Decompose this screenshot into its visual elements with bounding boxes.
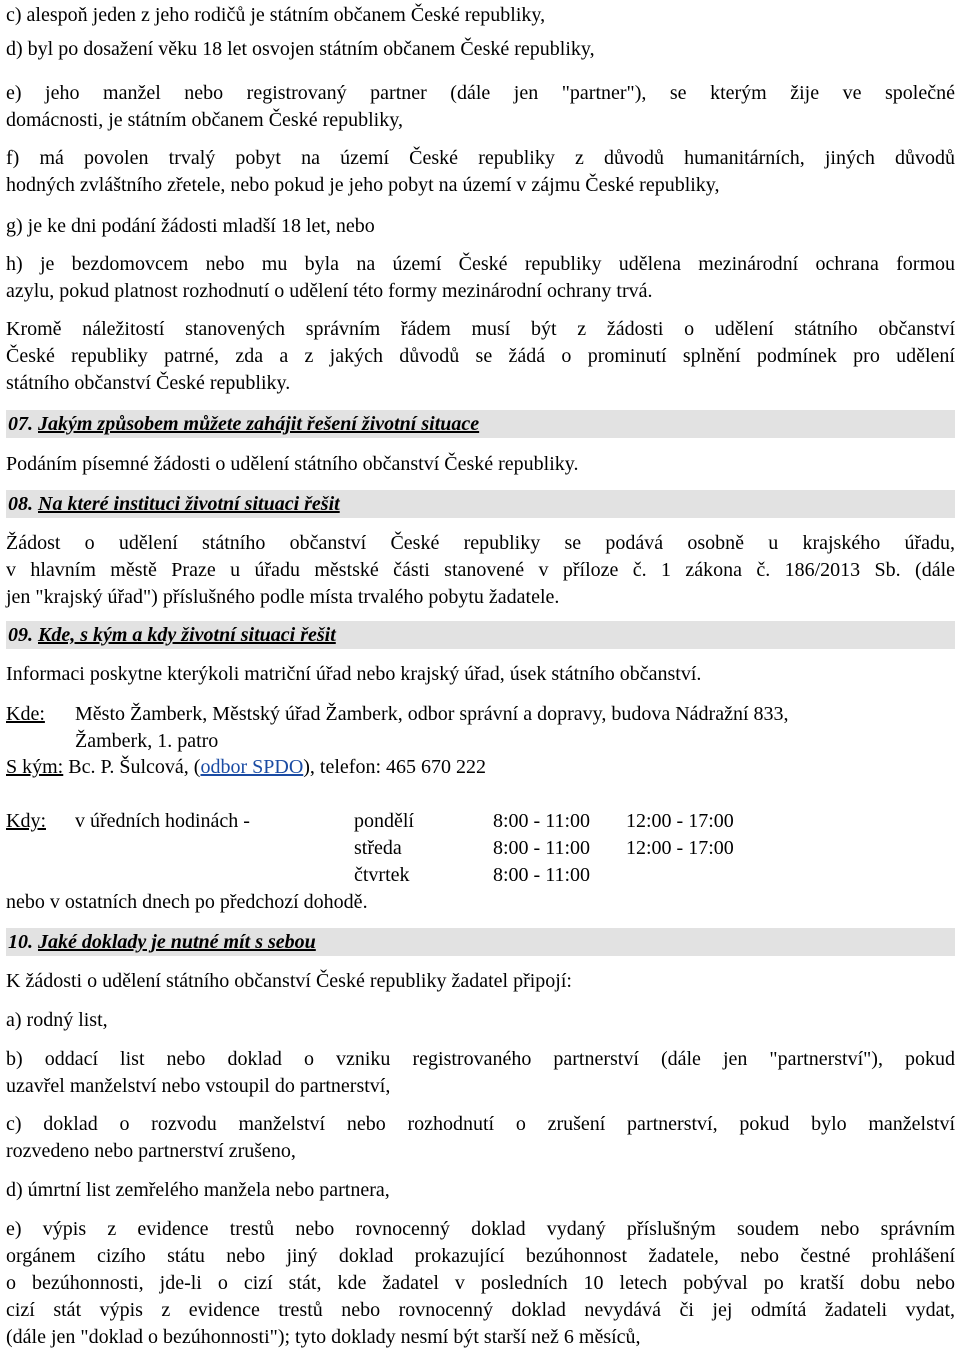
day: středa (354, 837, 402, 859)
kdy-text: v úředních hodinách - (75, 810, 250, 832)
item-h-line-1: h) je bezdomovcem nebo mu byla na území České republiky udělena mezinárodní ochrana formou (6, 253, 955, 275)
item-e (6, 80, 955, 134)
doc-item-b (6, 1046, 955, 1100)
section-09-number: 09. (8, 624, 33, 646)
section-08-title: Na které instituci životní situaci řešit (38, 493, 340, 515)
doc-item-d: d) úmrtní list zemřelého manžela nebo partnera, (6, 1179, 390, 1201)
morning-hours: 8:00 - 11:00 (493, 864, 591, 886)
office-hours-row-3 (6, 862, 734, 889)
item-h-line-2: azylu, pokud platnost rozhodnutí o udělení této formy mezinárodní ochrany trvá. (6, 280, 653, 302)
section-08-number: 08. (8, 493, 33, 515)
day: pondělí (354, 810, 414, 832)
section-08-line-3: jen "krajský úřad") příslušného podle místa trvalého pobytu žadatele. (6, 586, 560, 608)
section-09-title: Kde, s kým a kdy životní situaci řešit (38, 624, 336, 646)
skym-line (6, 754, 486, 781)
office-hours-row-1 (6, 808, 734, 835)
section-08-line-1: Žádost o udělení státního občanství České republiky se podává osobně u krajského úřadu, (6, 532, 955, 554)
item-f-line-2: hodných zvláštního zřetele, nebo pokud je jeho pobyt na území v zájmu České republiky, (6, 174, 720, 196)
item-d-text: d) byl po dosažení věku 18 let osvojen státním občanem České republiky, (6, 38, 595, 60)
doc-item-e-line-1: e) výpis z evidence trestů nebo rovnocenný doklad vydaný příslušným soudem nebo správním (6, 1218, 955, 1240)
section-08-line-2: v hlavním městě Praze u úřadu městské části stanovené v příloze č. 1 zákona č. 186/2013 Sb. (dále (6, 559, 955, 581)
section-09-heading (6, 621, 955, 649)
doc-item-c-line-1: c) doklad o rozvodu manželství nebo rozhodnutí o zrušení partnerství, pokud bylo manželství (6, 1113, 955, 1135)
kde-block (6, 701, 789, 755)
item-d (6, 36, 595, 63)
item-g (6, 213, 375, 240)
office-hours-row-2 (6, 835, 734, 862)
item-e-line-1: e) jeho manžel nebo registrovaný partner (dále jen "partner"), se kterým žije ve společné (6, 82, 955, 104)
section-07-number: 07. (8, 413, 33, 435)
skym-name: Bc. P. Šulcová, ( (63, 756, 201, 778)
doc-item-e-line-2: orgánem cizího státu nebo jiný doklad prokazující bezúhonnost žadatele, nebo čestné prohlášení (6, 1245, 955, 1267)
dohoda-text: nebo v ostatních dnech po předchozí dohodě. (6, 891, 368, 913)
section-10-heading (6, 928, 955, 956)
doc-item-b-line-2: uzavřel manželství nebo vstoupil do partnerství, (6, 1075, 391, 1097)
item-f (6, 145, 955, 199)
afternoon-hours: 12:00 - 17:00 (626, 837, 734, 859)
kde-address-line-1: Město Žamberk, Městský úřad Žamberk, odbor správní a dopravy, budova Nádražní 833, (75, 703, 789, 725)
doc-item-e-line-3: o bezúhonnosti, jde-li o cizí stát, kde žadatel v posledních 10 letech pobýval po kratší dobu nebo (6, 1272, 955, 1294)
section-10-number: 10. (8, 931, 33, 953)
krome-line-3: státního občanství České republiky. (6, 372, 291, 394)
kde-row-1 (6, 701, 789, 728)
krome-line-2: České republiky patrné, zda a z jakých důvodů se žádá o prominutí splnění podmínek pro udělení (6, 345, 955, 367)
doc-item-a: a) rodný list, (6, 1009, 108, 1031)
doc-item-e (6, 1216, 955, 1351)
doc-item-e-line-4: cizí stát výpis z evidence trestů nebo rovnocenný doklad nevydává či jej odmítá žadateli vydat, (6, 1299, 955, 1321)
kde-address-line-2: Žamberk, 1. patro (75, 730, 219, 752)
afternoon-hours: 12:00 - 17:00 (626, 810, 734, 832)
skym-phone: ), telefon: 465 670 222 (303, 756, 487, 778)
kde-row-2 (6, 728, 789, 755)
krome-paragraph (6, 316, 955, 397)
kdy-label: Kdy: (6, 810, 46, 832)
office-hours (6, 808, 734, 889)
krome-line-1: Kromě náležitostí stanovených správním řádem musí být z žádosti o udělení státního občanství (6, 318, 955, 340)
kde-label: Kde: (6, 703, 45, 725)
section-09-info: Informaci poskytne kterýkoli matriční úřad nebo krajský úřad, úsek státního občanství. (6, 663, 702, 685)
section-07-title: Jakým způsobem můžete zahájit řešení životní situace (38, 413, 480, 435)
doc-item-e-line-5: (dále jen "doklad o bezúhonnosti"); tyto doklady nesmí být starší než 6 měsíců, (6, 1326, 641, 1348)
section-08-heading (6, 490, 955, 518)
doc-item-b-line-1: b) oddací list nebo doklad o vzniku registrovaného partnerství (dále jen "partnerství"), pokud (6, 1048, 955, 1070)
section-07-text: Podáním písemné žádosti o udělení státního občanství České republiky. (6, 453, 579, 475)
item-c (6, 2, 545, 29)
day: čtvrtek (354, 864, 410, 886)
morning-hours: 8:00 - 11:00 (493, 810, 591, 832)
doc-item-c-line-2: rozvedeno nebo partnerství zrušeno, (6, 1140, 296, 1162)
section-10-intro: K žádosti o udělení státního občanství České republiky žadatel připojí: (6, 970, 572, 992)
item-f-line-1: f) má povolen trvalý pobyt na území České republiky z důvodů humanitárních, jiných důvodů (6, 147, 955, 169)
item-c-text: c) alespoň jeden z jeho rodičů je státním občanem České republiky, (6, 4, 546, 26)
section-08-paragraph (6, 530, 955, 611)
section-07-heading (6, 410, 955, 438)
odbor-spdo-link[interactable]: odbor SPDO (200, 756, 304, 778)
doc-item-c (6, 1111, 955, 1165)
morning-hours: 8:00 - 11:00 (493, 837, 591, 859)
skym-label: S kým: (6, 756, 64, 778)
item-g-text: g) je ke dni podání žádosti mladší 18 let, nebo (6, 215, 375, 237)
section-10-title: Jaké doklady je nutné mít s sebou (38, 931, 316, 953)
item-h (6, 251, 955, 305)
item-e-line-2: domácnosti, je státním občanem České republiky, (6, 109, 403, 131)
